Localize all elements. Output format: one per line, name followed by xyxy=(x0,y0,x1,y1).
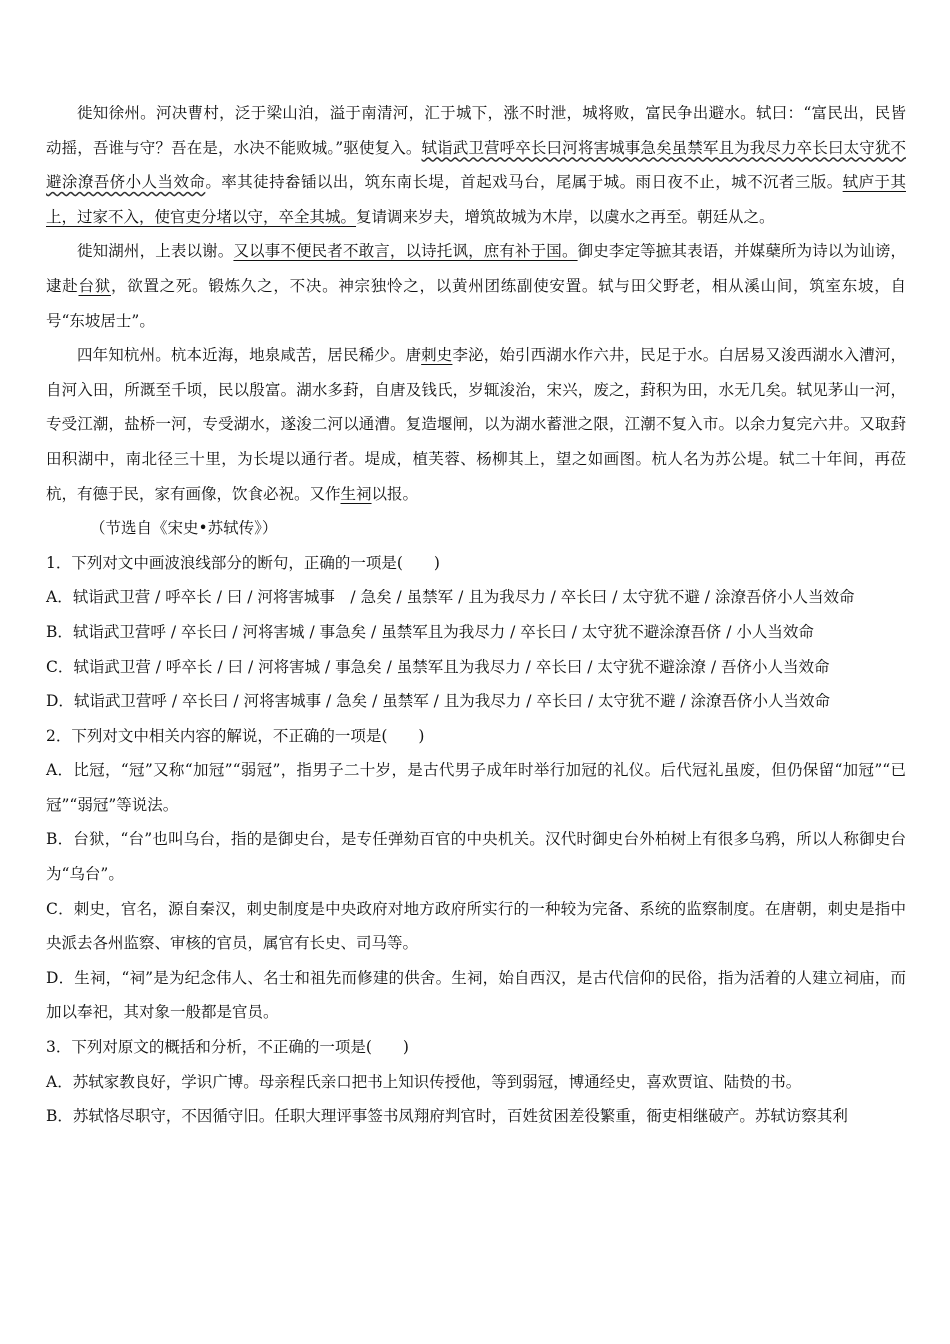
passage-text: ，欲置之死。锻炼久之，不决。神宗独怜之，以黄州团练副使安置。轼与田父野老，相从溪山间，筑室东坡，自号“东坡居士”。 xyxy=(46,276,906,330)
underlined-term: 生祠 xyxy=(340,484,372,503)
passage-text: 李泌，始引西湖水作六井，民足于水。白居易又浚西湖水入漕河，自河入田，所溉至千顷，民以殷富。湖水多葑，自唐及钱氏，岁辄浚治，宋兴，废之，葑积为田，水无几矣。轼见茅山一河，专受江潮，盐桥一河，专受湖水，遂浚二河以通漕。复造堰闸，以为湖水蓄泄之限，江潮不复入市。以余力复完六井。又取葑田积湖中，南北径三十里，为长堤以通行者。堤成，植芙蓉、杨柳其上，望之如画图。杭人名为苏公堤。轼二十年间，再莅杭，有德于民，家有画像，饮食必祝。又作 xyxy=(46,346,906,503)
underlined-term: 刺史 xyxy=(421,346,453,365)
wavy-underlined-text: 轼诣武卫营呼卒长曰河将害城事急矣虽禁军且为我尽力卒长曰太守犹不避涂潦吾侪小人当效命 xyxy=(46,138,906,192)
document-page xyxy=(46,96,906,1134)
underlined-sentence: 轼庐于其上，过家不入，使官吏分堵以守，卒全其城。 xyxy=(46,173,906,226)
passage-text: 。率其徒持畚锸以出，筑东南长堤，首起戏马台，尾属于城。雨日夜不止，城不沉者三版。 xyxy=(205,173,843,192)
question-3-stem: 3．下列对原文的概括和分析，不正确的一项是( ) xyxy=(46,1038,409,1057)
source-citation: （节选自《宋史•苏轼传》） xyxy=(90,519,278,538)
passage-paragraph-1 xyxy=(46,96,906,234)
question-1-option-a: A．轼诣武卫营 / 呼卒长 / 曰 / 河将害城事 / 急矣 / 虽禁军 / 且为我尽力 / 卒长曰 / 太守犹不避 / 涂潦吾侪小人当效命 xyxy=(46,588,855,607)
underlined-term: 台狱 xyxy=(78,276,111,295)
passage-paragraph-2 xyxy=(46,234,906,338)
question-2-option-c: C．刺史，官名，源自秦汉，刺史制度是中央政府对地方政府所实行的一种较为完备、系统的监察制度。在唐朝，刺史是指中央派去各州监察、审核的官员，属官有长史、司马等。 xyxy=(46,899,906,953)
passage-paragraph-3 xyxy=(46,338,906,511)
passage-text: 四年知杭州。杭本近海，地泉咸苦，居民稀少。唐 xyxy=(77,346,422,365)
passage-text: 以报。 xyxy=(371,484,419,503)
passage-text: 御史李定等摭其表语，并媒蘖所为诗以为讪谤，逮赴 xyxy=(46,242,906,295)
question-3-option-a: A．苏轼家教良好，学识广博。母亲程氏亲口把书上知识传授他，等到弱冠，博通经史，喜欢贾谊、陆贽的书。 xyxy=(46,1072,802,1091)
passage-text: 徙知徐州。河决曹村，泛于梁山泊，溢于南清河，汇于城下，涨不时泄，城将败，富民争出避水。轼曰：“富民出，民皆动摇，吾谁与守？吾在是，水决不能败城。”驱使复入。 xyxy=(46,104,906,157)
question-3-option-b: B．苏轼恪尽职守，不因循守旧。任职大理评事签书凤翔府判官时，百姓贫困差役繁重，衙吏相继破产。苏轼访察其利 xyxy=(46,1107,848,1126)
question-1-option-b: B．轼诣武卫营呼 / 卒长曰 / 河将害城 / 事急矣 / 虽禁军且为我尽力 / 卒长曰 / 太守犹不避涂潦吾侪 / 小人当效命 xyxy=(46,622,814,641)
question-1-option-d: D．轼诣武卫营呼 / 卒长曰 / 河将害城事 / 急矣 / 虽禁军 / 且为我尽力 / 卒长曰 / 太守犹不避 / 涂潦吾侪小人当效命 xyxy=(46,692,831,711)
question-2-option-d: D．生祠，“祠”是为纪念伟人、名士和祖先而修建的供舍。生祠，始自西汉，是古代信仰的民俗，指为活着的人建立祠庙，而加以奉祀，其对象一般都是官员。 xyxy=(46,968,906,1022)
question-2-option-a: A．比冠，“冠”又称“加冠”“弱冠”，指男子二十岁，是古代男子成年时举行加冠的礼仪。后代冠礼虽废，但仍保留“加冠”“已冠”“弱冠”等说法。 xyxy=(46,761,906,814)
question-2-option-b: B．台狱，“台”也叫乌台，指的是御史台，是专任弹劾百官的中央机关。汉代时御史台外柏树上有很多乌鸦，所以人称御史台为“乌台”。 xyxy=(46,830,906,884)
underlined-sentence: 又以事不便民者不敢言，以诗托讽，庶有补于国。 xyxy=(233,242,578,261)
passage-text: 复请调来岁夫，增筑故城为木岸，以虞水之再至。朝廷从之。 xyxy=(356,207,775,226)
question-2-stem: 2．下列对文中相关内容的解说，不正确的一项是( ) xyxy=(46,726,425,745)
passage-text: 徙知湖州，上表以谢。 xyxy=(77,242,234,261)
question-1-stem: 1．下列对文中画波浪线部分的断句，正确的一项是( ) xyxy=(46,553,440,572)
question-1-option-c: C．轼诣武卫营 / 呼卒长 / 曰 / 河将害城 / 事急矣 / 虽禁军且为我尽力 / 卒长曰 / 太守犹不避涂潦 / 吾侪小人当效命 xyxy=(46,657,830,676)
